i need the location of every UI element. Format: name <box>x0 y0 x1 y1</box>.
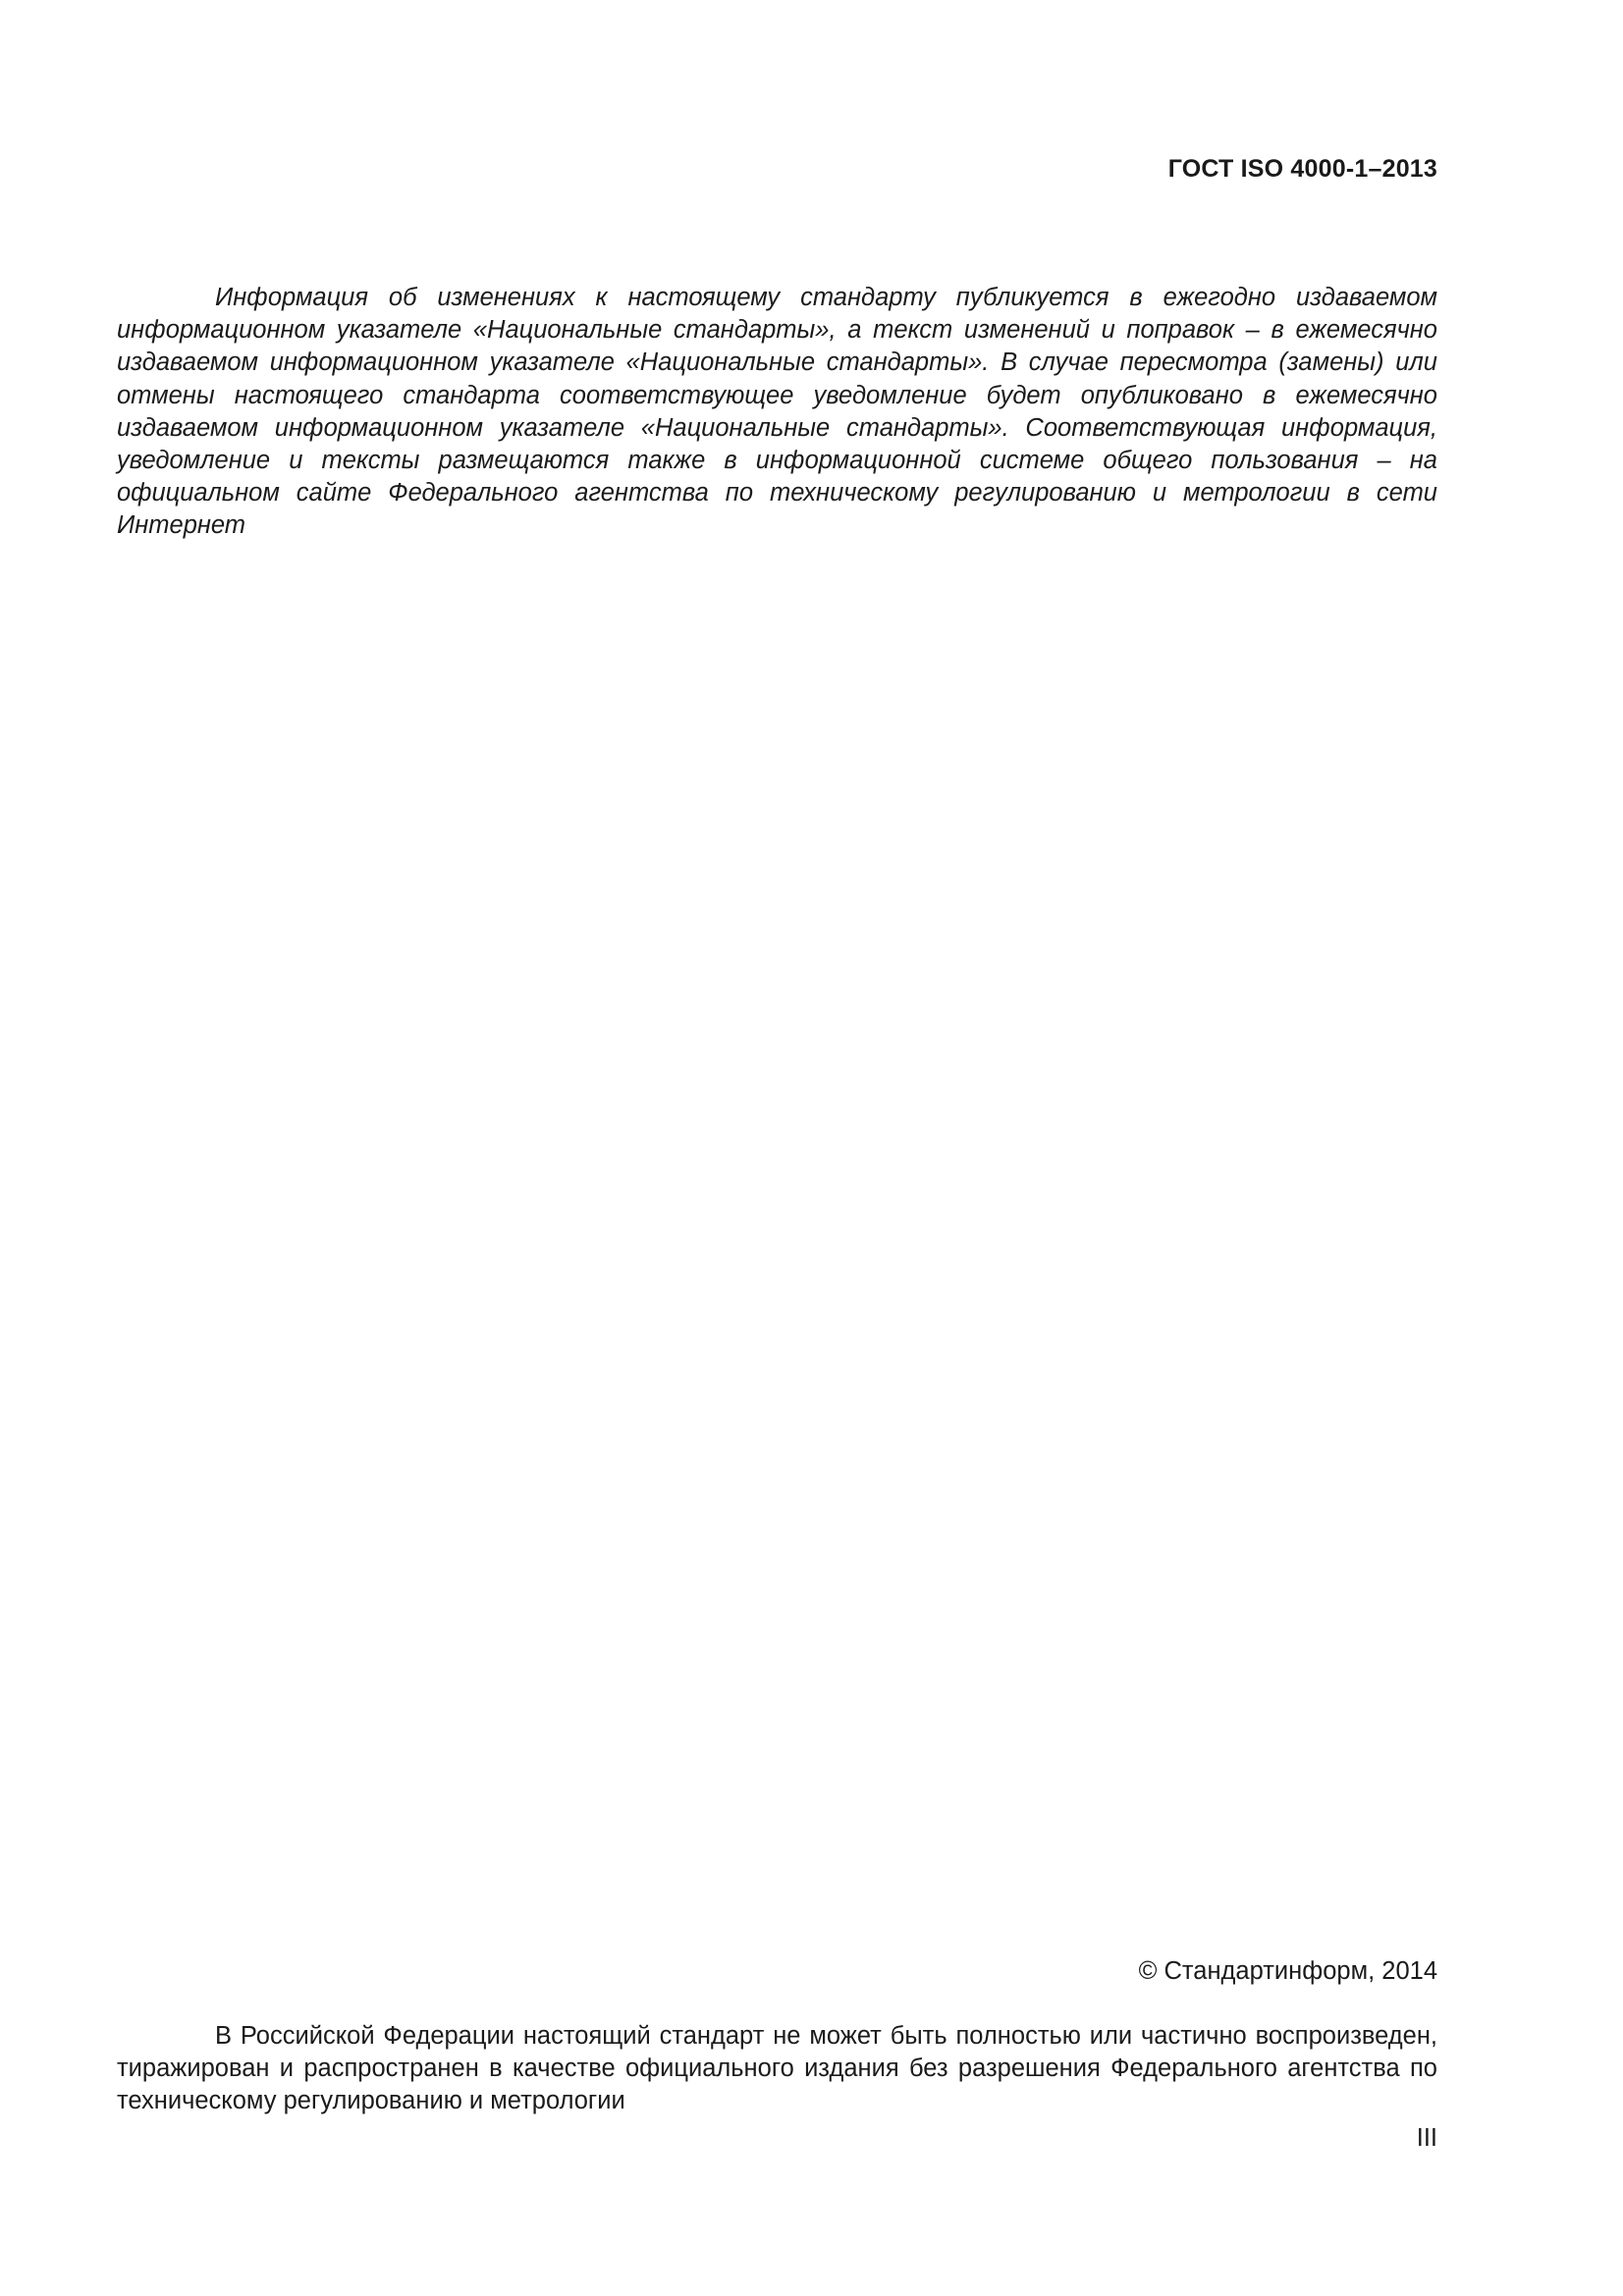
copyright-line: © Стандартинформ, 2014 <box>1138 1957 1437 1985</box>
amendments-notice-paragraph: Информация об изменениях к настоящему стандарту публикуется в ежегодно издаваемом информационном указателе «Национальные стандарты», а текст изменений и поправок – в ежемесячно издаваемом информационном указателе «Национальные стандарты». В случае пересмотра (замены) или отмены настоящего стандарта соответствующее уведомление будет опубликовано в ежемесячно издаваемом информационном указателе «Национальные стандарты». Соответствующая информация, уведомление и тексты размещаются также в информационной системе общего пользования – на официальном сайте Федерального агентства по техническому регулированию и метрологии в сети Интернет <box>117 284 1437 540</box>
reproduction-rights-paragraph: В Российской Федерации настоящий стандарт не может быть полностью или частично воспроизведен, тиражирован и распространен в качестве официального издания без разрешения Федерального агентства по техническому регулированию и метрологии <box>117 2022 1437 2115</box>
page-number: III <box>1416 2124 1437 2152</box>
document-code-header: ГОСТ ISO 4000-1–2013 <box>1167 155 1437 183</box>
